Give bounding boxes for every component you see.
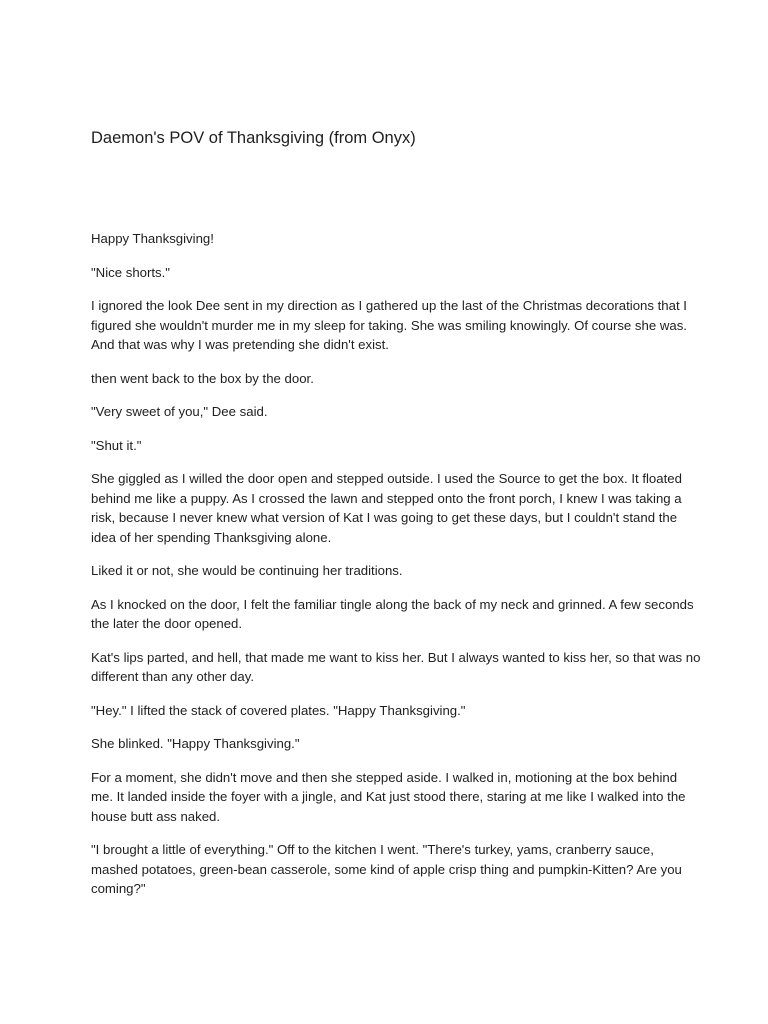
paragraph [91, 734, 691, 754]
text-line: Liked it or not, she would be continuing her traditions. [91, 563, 403, 578]
text-line: coming?" [91, 881, 146, 896]
text-line: the later the door opened. [91, 616, 243, 631]
text-line: idea of her spending Thanksgiving alone. [91, 529, 332, 545]
text-line: I ignored the look Dee sent in my direction as I gathered up the last of the Christmas decorations that I [91, 298, 687, 313]
paragraph [91, 595, 694, 634]
paragraph [91, 436, 691, 456]
text-line: Kat's lips parted, and hell, that made me want to kiss her. But I always wanted to kiss her, so that was no [91, 649, 701, 665]
text-line: And that was why I was pretending she didn't exist. [91, 337, 389, 352]
text-line: She blinked. "Happy Thanksgiving." [91, 736, 300, 751]
text-line: Happy Thanksgiving! [91, 231, 214, 246]
document-title: Daemon's POV of Thanksgiving (from Onyx) [91, 129, 416, 147]
text-line: behind me like a puppy. As I crossed the lawn and stepped onto the front porch, I knew I was taking a [91, 490, 682, 506]
text-line: different than any other day. [91, 669, 255, 684]
text-line: house butt ass naked. [91, 808, 221, 824]
text-line: For a moment, she didn't move and then she stepped aside. I walked in, motioning at the box behind [91, 769, 678, 785]
paragraph [91, 469, 691, 547]
paragraph [91, 701, 691, 721]
paragraph [91, 263, 691, 283]
text-line: "Shut it." [91, 437, 142, 453]
text-line: mashed potatoes, green-bean casserole, some kind of apple crisp thing and pumpkin-Kitten? Are you [91, 861, 682, 877]
text-line: "Nice shorts." [91, 264, 170, 280]
paragraph [91, 768, 691, 827]
text-line: "Hey." I lifted the stack of covered plates. "Happy Thanksgiving." [91, 702, 466, 718]
paragraph [91, 229, 691, 249]
document-body [91, 229, 701, 913]
paragraph [91, 561, 691, 581]
text-line: then went back to the box by the door. [91, 370, 314, 386]
paragraph [91, 648, 701, 687]
text-line: figured she wouldn't murder me in my sleep for taking. She was smiling knowingly. Of course she was. [91, 317, 687, 333]
text-line: "I brought a little of everything." Off to the kitchen I went. "There's turkey, yams, cranberry sauce, [91, 842, 654, 857]
text-line: me. It landed inside the foyer with a jingle, and Kat just stood there, staring at me like I walked into the [91, 789, 686, 804]
paragraph [91, 840, 691, 899]
text-line: As I knocked on the door, I felt the familiar tingle along the back of my neck and grinned. A few seconds [91, 596, 694, 612]
text-line: risk, because I never knew what version of Kat I was going to get these days, but I couldn't stand the [91, 510, 678, 525]
text-line: She giggled as I willed the door open and stepped outside. I used the Source to get the box. It floated [91, 471, 682, 486]
paragraph [91, 369, 691, 389]
text-line: "Very sweet of you," Dee said. [91, 404, 268, 419]
paragraph [91, 296, 691, 355]
paragraph [91, 402, 691, 422]
